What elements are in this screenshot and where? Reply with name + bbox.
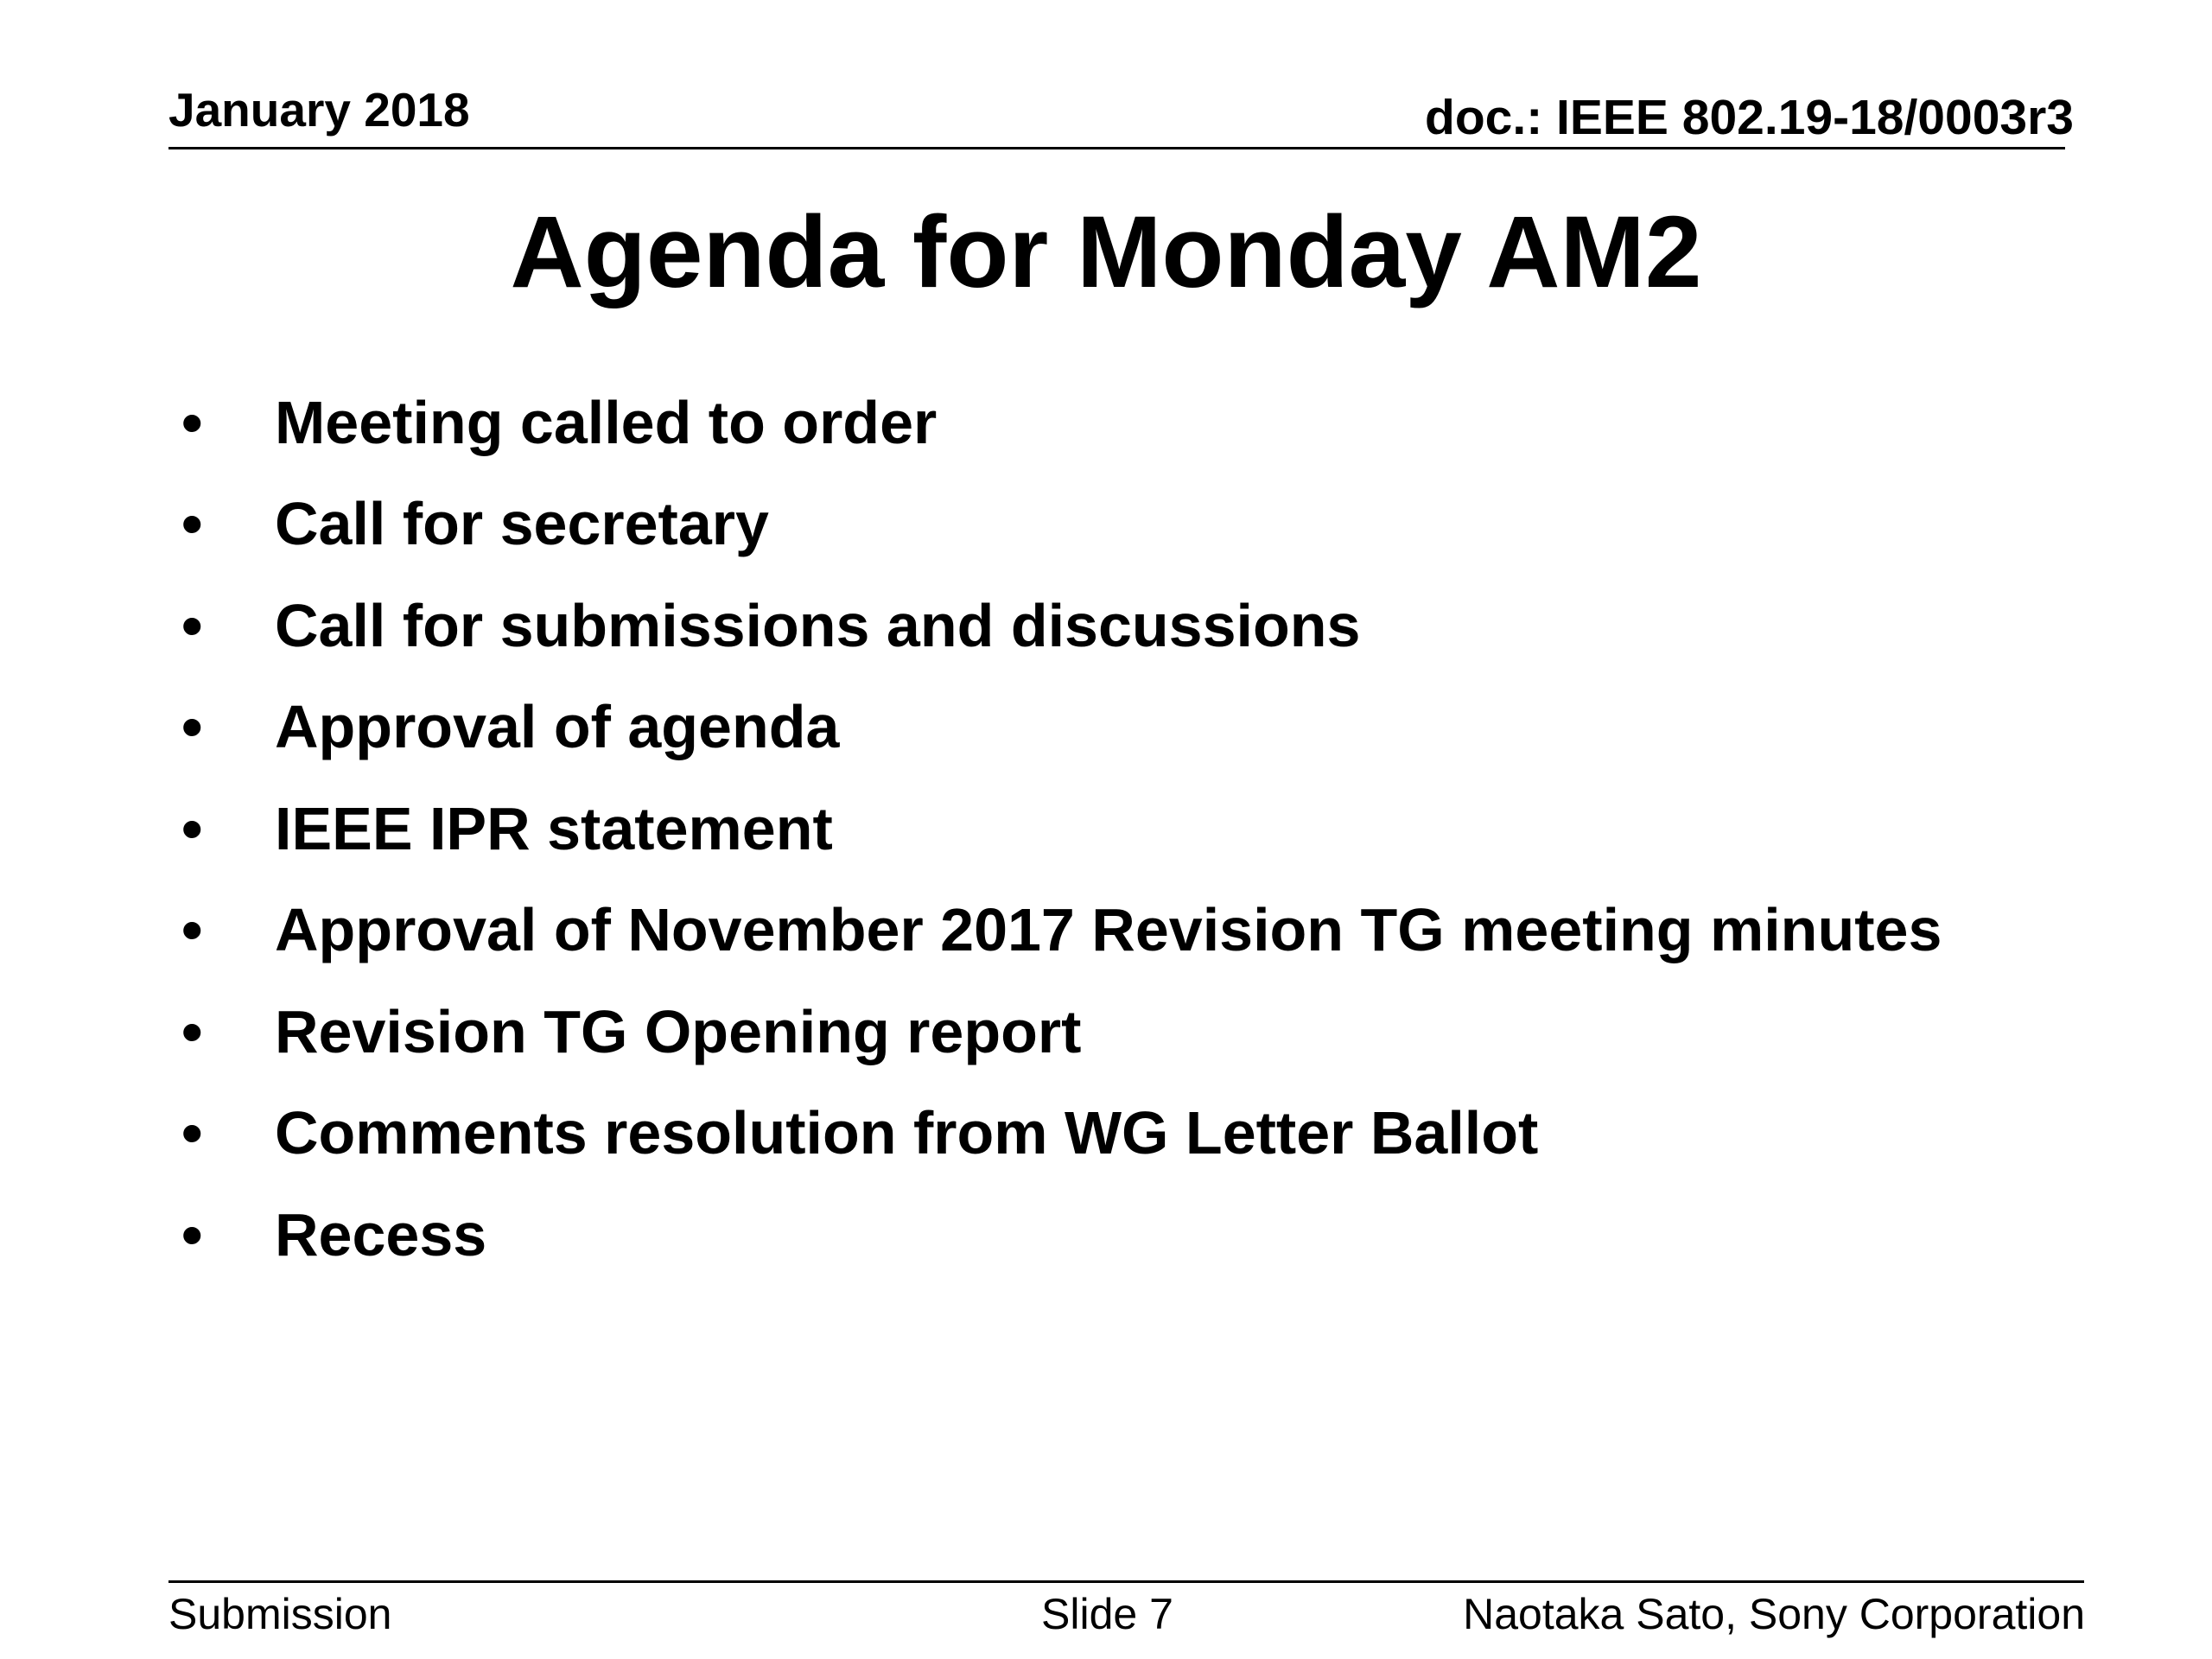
header-date: January 2018 [168, 83, 470, 137]
agenda-item-text: Call for submissions and discussions [275, 591, 1361, 659]
agenda-item [181, 880, 1942, 982]
slide-title: Agenda for Monday AM2 [510, 195, 1702, 309]
footer-slide-number: Slide 7 [1041, 1590, 1173, 1638]
agenda-item-text: Revision TG Opening report [275, 997, 1082, 1065]
bullet-icon: • [181, 1099, 203, 1167]
agenda-item [181, 372, 1942, 474]
agenda-item [181, 1184, 1942, 1286]
agenda-item-text: Approval of November 2017 Revision TG meeting minutes [275, 896, 1942, 964]
bullet-icon: • [181, 896, 203, 964]
bullet-icon: • [181, 997, 203, 1065]
header-doc-id: doc.: IEEE 802.19-18/0003r3 [1425, 90, 2074, 145]
agenda-list [181, 372, 1942, 1286]
bullet-icon: • [181, 1200, 203, 1268]
agenda-item [181, 981, 1942, 1083]
footer-divider [168, 1580, 2084, 1583]
agenda-item-text: Call for secretary [275, 490, 769, 558]
bullet-icon: • [181, 490, 203, 558]
bullet-icon: • [181, 693, 203, 761]
agenda-item-text: IEEE IPR statement [275, 794, 833, 862]
footer-submission: Submission [168, 1590, 392, 1638]
bullet-icon: • [181, 591, 203, 659]
footer-author: Naotaka Sato, Sony Corporation [1463, 1590, 2085, 1638]
agenda-item-text: Recess [275, 1200, 487, 1268]
agenda-item [181, 575, 1942, 677]
bullet-icon: • [181, 794, 203, 862]
agenda-item-text: Approval of agenda [275, 693, 840, 761]
agenda-item [181, 1083, 1942, 1185]
agenda-item-text: Meeting called to order [275, 388, 938, 456]
agenda-item-text: Comments resolution from WG Letter Ballot [275, 1099, 1539, 1167]
bullet-icon: • [181, 388, 203, 456]
agenda-item [181, 677, 1942, 779]
header-divider [168, 147, 2065, 149]
agenda-item [181, 778, 1942, 880]
agenda-item [181, 474, 1942, 575]
